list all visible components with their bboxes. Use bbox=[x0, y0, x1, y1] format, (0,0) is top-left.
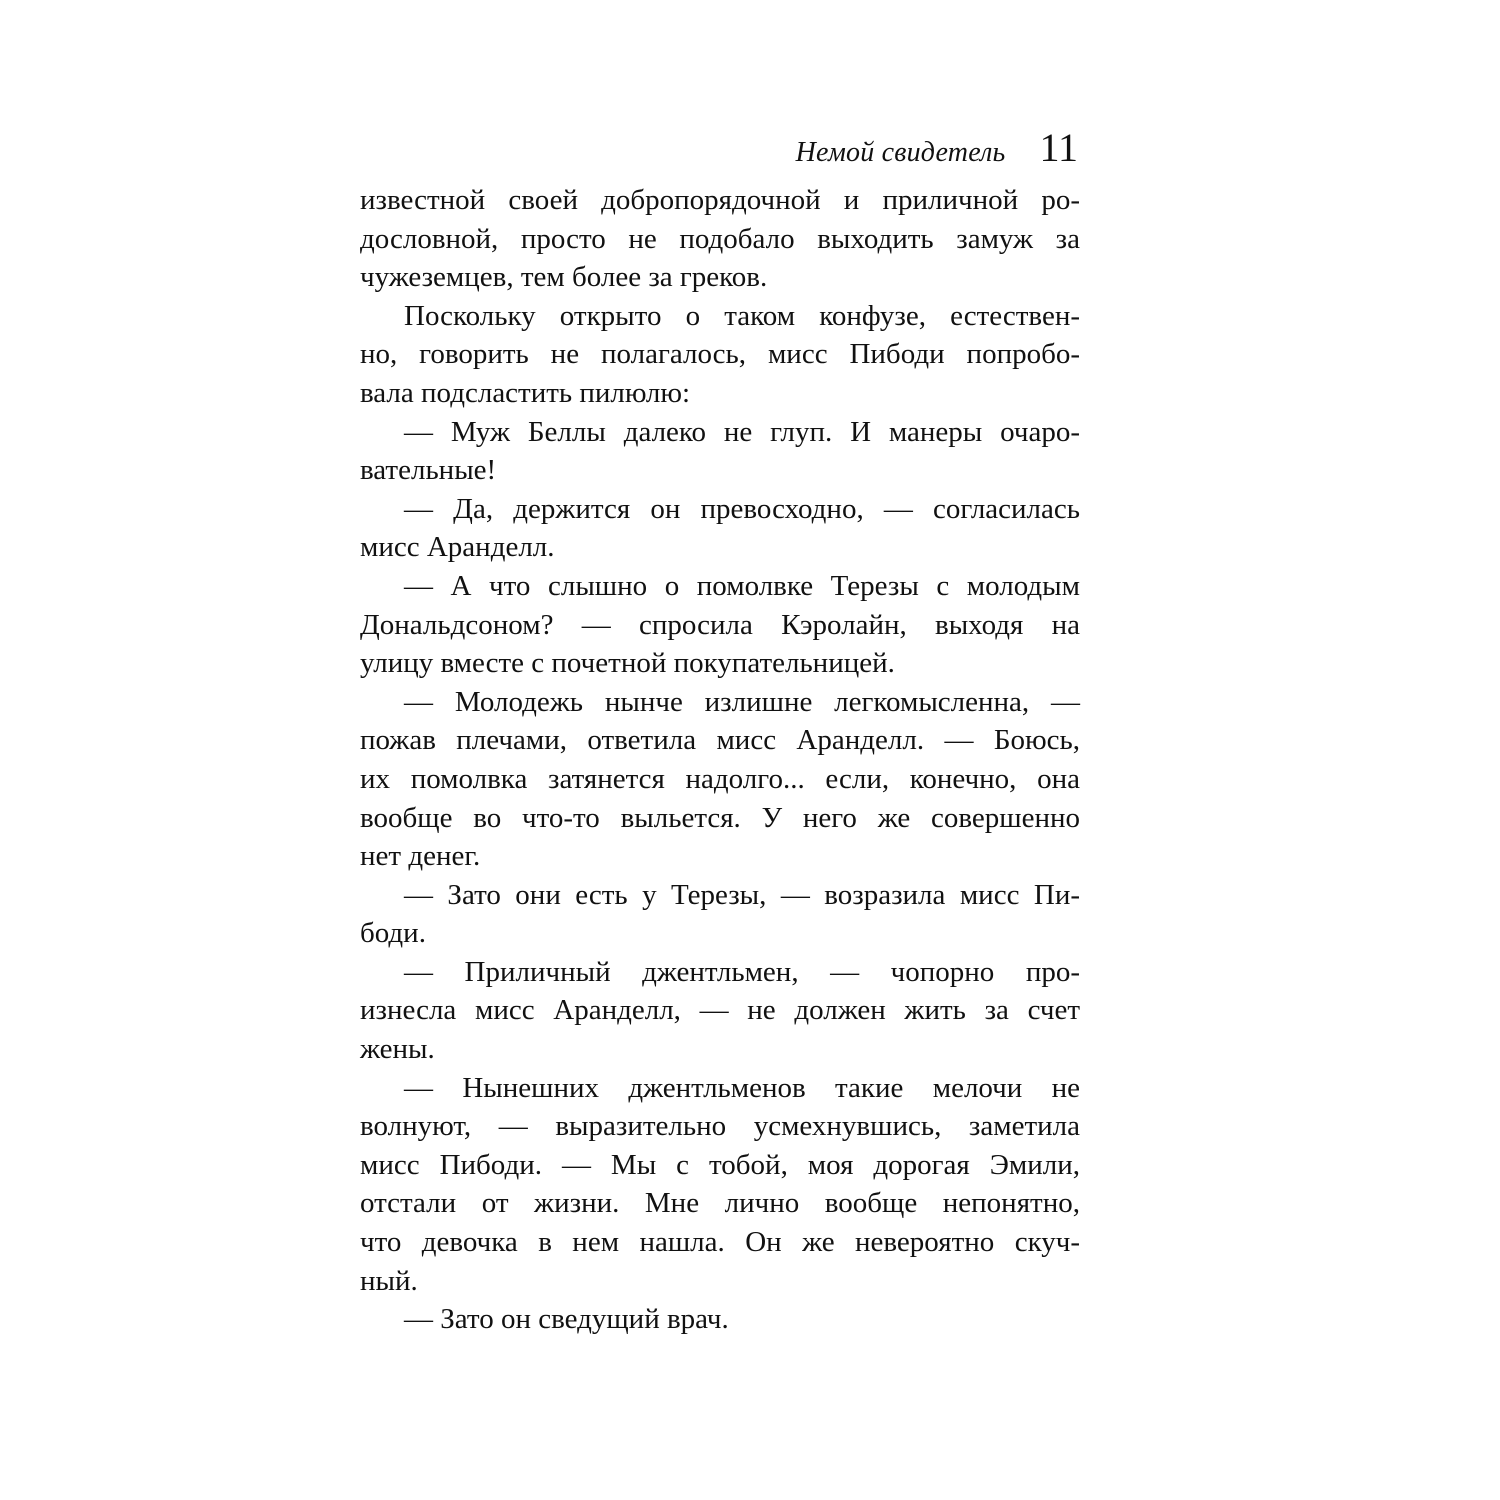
running-head bbox=[360, 124, 1078, 174]
text-line: жены. bbox=[360, 1033, 435, 1066]
text-line: — Нынешних джентльменов такие мелочи не bbox=[404, 1071, 1080, 1104]
text-line: Поскольку открыто о таком конфузе, естествен- bbox=[404, 299, 1080, 332]
text-line: — Зато они есть у Терезы, — возразила мисс Пи- bbox=[404, 878, 1080, 911]
text-line: их помолвка затянется надолго... если, конечно, она bbox=[360, 762, 1080, 795]
body-text bbox=[360, 181, 1080, 1339]
text-line: изнесла мисс Аранделл, — не должен жить за счет bbox=[360, 994, 1080, 1027]
text-line: но, говорить не полагалось, мисс Пибоди попробо- bbox=[360, 338, 1080, 371]
text-line: ный. bbox=[360, 1264, 418, 1297]
text-line: известной своей добропорядочной и приличной ро- bbox=[360, 184, 1080, 216]
text-line: волнуют, — выразительно усмехнувшись, заметила bbox=[360, 1110, 1080, 1143]
text-line: мисс Пибоди. — Мы с тобой, моя дорогая Эмили, bbox=[360, 1148, 1080, 1181]
text-line: — Да, держится он превосходно, — согласилась bbox=[404, 492, 1080, 525]
text-line: — Муж Беллы далеко не глуп. И манеры очаро- bbox=[404, 415, 1080, 448]
text-line: пожав плечами, ответила мисс Аранделл. — Боюсь, bbox=[360, 724, 1080, 757]
text-line: чужеземцев, тем более за греков. bbox=[360, 261, 768, 294]
text-line: Дональдсоном? — спросила Кэролайн, выходя на bbox=[360, 608, 1080, 641]
text-line: что девочка в нем нашла. Он же невероятно скуч- bbox=[360, 1226, 1080, 1259]
running-title: Немой свидетель bbox=[795, 137, 1006, 168]
text-line: вала подсластить пилюлю: bbox=[360, 376, 691, 409]
text-line: отстали от жизни. Мне лично вообще непонятно, bbox=[360, 1187, 1080, 1220]
text-line: — Приличный джентльмен, — чопорно про- bbox=[404, 955, 1080, 988]
text-line: — А что слышно о помолвке Терезы с молодым bbox=[404, 569, 1080, 602]
text-line: дословной, просто не подобало выходить замуж за bbox=[360, 222, 1080, 255]
text-line: улицу вместе с почетной покупательницей. bbox=[360, 647, 895, 680]
text-line: вательные! bbox=[360, 454, 497, 487]
text-line: боди. bbox=[360, 917, 426, 950]
text-line: нет денег. bbox=[360, 840, 481, 873]
text-line: вообще во что-то выльется. У него же совершенно bbox=[360, 801, 1080, 834]
text-line: — Зато он сведущий врач. bbox=[404, 1303, 729, 1336]
text-line: мисс Аранделл. bbox=[360, 531, 555, 564]
text-line: — Молодежь нынче излишне легкомысленна, — bbox=[404, 685, 1080, 718]
page-number: 11 bbox=[1039, 125, 1078, 170]
